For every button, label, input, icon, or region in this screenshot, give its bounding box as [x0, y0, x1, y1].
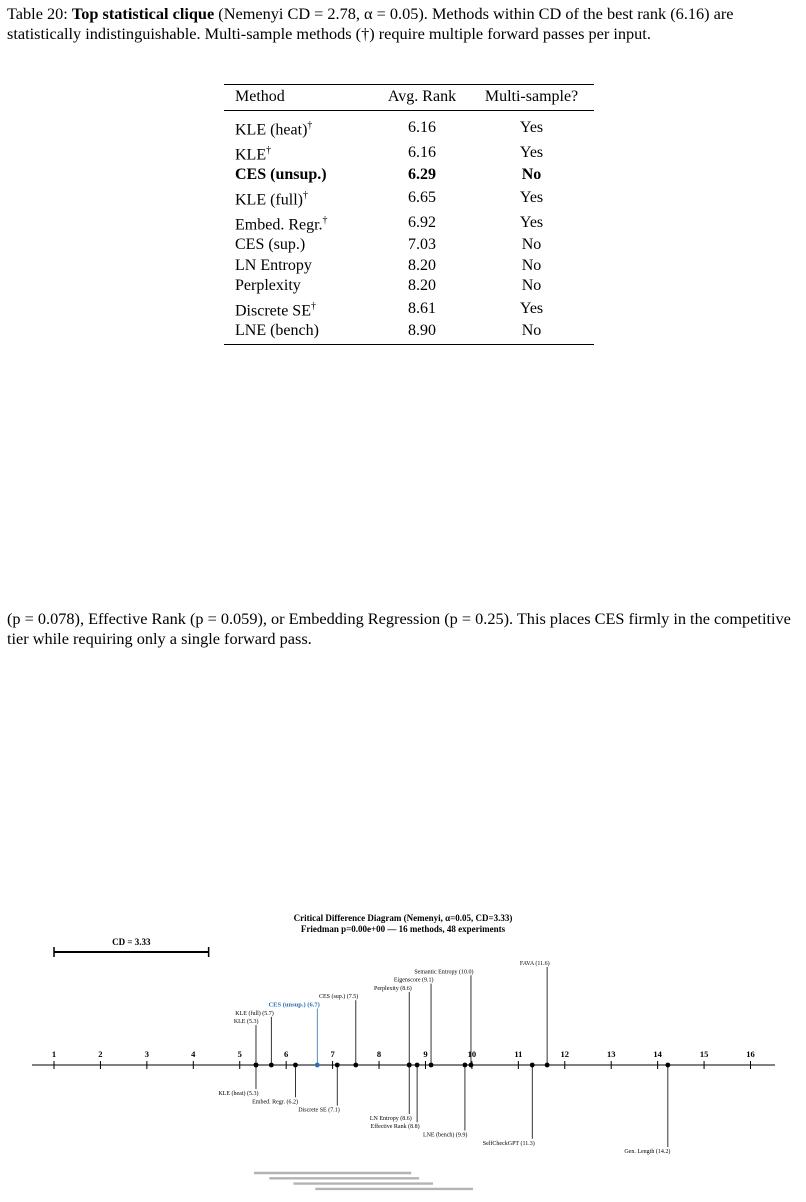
axis-tick-label: 11 — [514, 1049, 523, 1059]
method-label: Embed. Regr. (6.2) — [252, 1099, 298, 1106]
axis-tick-label: 16 — [746, 1049, 755, 1059]
method-cell — [224, 297, 375, 322]
axis-tick-label: 8 — [376, 1049, 382, 1059]
axis-tick-label: 13 — [606, 1049, 616, 1059]
method-point — [463, 1063, 468, 1068]
critical-difference-diagram — [0, 900, 806, 1202]
axis-tick-label: 5 — [237, 1049, 242, 1059]
multi-sample-cell: No — [469, 321, 594, 344]
method-point — [545, 1063, 550, 1068]
method-point — [254, 1063, 259, 1068]
table-row — [224, 235, 594, 255]
table-row — [224, 141, 594, 166]
method-name: LNE (bench) — [235, 322, 319, 340]
method-label: LN Entropy (8.6) — [369, 1115, 412, 1122]
method-point — [469, 1063, 474, 1068]
method-label: Semantic Entropy (10.0) — [414, 969, 474, 976]
multi-sample-cell: No — [521, 256, 542, 274]
method-cell — [224, 276, 375, 296]
method-name: KLE (heat) — [235, 121, 308, 139]
avg-rank-cell: 6.92 — [408, 213, 436, 231]
multi-sample-dagger: † — [310, 300, 316, 312]
method-point — [530, 1063, 535, 1068]
chart-subtitle: Friedman p=0.00e+00 — 16 methods, 48 experiments — [300, 924, 506, 934]
axis-tick-label: 12 — [560, 1049, 570, 1059]
axis-tick-label: 6 — [284, 1049, 289, 1059]
method-cell — [224, 235, 375, 255]
method-label: Effective Rank (8.8) — [370, 1124, 420, 1131]
multi-sample-cell: No — [521, 166, 542, 184]
method-name: KLE — [235, 146, 267, 164]
multi-sample-dagger: † — [322, 214, 328, 226]
axis-tick-label: 9 — [423, 1049, 428, 1059]
method-cell — [224, 256, 375, 276]
table-caption — [7, 4, 803, 43]
multi-sample-cell: Yes — [519, 299, 544, 317]
table-row — [224, 276, 594, 296]
method-cell — [224, 186, 375, 211]
multi-sample-cell: Yes — [519, 143, 544, 161]
multi-sample-cell: Yes — [519, 213, 544, 231]
method-label: LNE (bench) (9.9) — [422, 1132, 468, 1139]
axis-tick-label: 14 — [653, 1049, 662, 1059]
method-label: KLE (full) (5.7) — [235, 1010, 274, 1017]
caption-label: Table 20: — [7, 4, 68, 23]
method-name: KLE (full) — [235, 191, 303, 209]
multi-sample-dagger: † — [266, 144, 272, 156]
method-point — [269, 1063, 274, 1068]
avg-rank-cell: 7.03 — [408, 236, 436, 254]
table-row — [224, 256, 594, 276]
axis-tick-label: 3 — [144, 1049, 149, 1059]
method-label: Discrete SE (7.1) — [298, 1107, 340, 1114]
method-name: Perplexity — [235, 277, 301, 295]
method-point — [665, 1063, 670, 1068]
avg-rank-cell: 6.16 — [408, 143, 436, 161]
body-paragraph: (p = 0.078), Effective Rank (p = 0.059), or Embedding Regression (p = 0.25). This places CES firmly in the competitive tier while requiring only a single forward pass. — [7, 609, 791, 648]
method-cell — [224, 211, 375, 236]
table-header-row — [224, 85, 594, 111]
method-label: CES (unsup.) (6.7) — [268, 1001, 320, 1009]
method-point — [293, 1063, 298, 1068]
method-name: Embed. Regr. — [235, 215, 323, 233]
method-point — [353, 1063, 358, 1068]
method-point — [407, 1063, 412, 1068]
avg-rank-cell: 6.29 — [408, 166, 436, 184]
method-name: CES (sup.) — [235, 236, 306, 254]
multi-sample-dagger: † — [302, 189, 308, 201]
table-body — [224, 111, 594, 345]
method-label: KLE (heat) (5.3) — [218, 1091, 259, 1097]
avg-rank-cell: 8.20 — [408, 277, 436, 295]
multi-sample-cell: Yes — [519, 189, 544, 207]
method-cell — [224, 141, 375, 166]
method-point — [429, 1063, 434, 1068]
table-row — [224, 111, 594, 141]
axis-tick-label: 7 — [330, 1049, 335, 1059]
avg-rank-cell: 8.61 — [408, 299, 436, 317]
method-point — [315, 1063, 320, 1068]
table-row — [224, 297, 594, 322]
method-name: LN Entropy — [235, 256, 312, 274]
method-cell — [224, 165, 375, 185]
method-point — [415, 1063, 420, 1068]
method-label: FAVA (11.6) — [519, 961, 550, 967]
method-point — [335, 1063, 340, 1068]
multi-sample-cell: No — [521, 277, 542, 295]
header-multi-sample: Multi-sample? — [469, 85, 594, 111]
multi-sample-cell: No — [521, 236, 542, 254]
axis-tick-label: 1 — [51, 1049, 57, 1059]
chart-title: Critical Difference Diagram (Nemenyi, α=0.05, CD=3.33) — [293, 913, 513, 923]
method-label: CES (sup.) (7.5) — [318, 994, 359, 1001]
method-cell — [224, 111, 375, 141]
caption-text: (Nemenyi CD = 2.78, α = 0.05). Methods within CD of the best rank (6.16) are statistically indistinguishable. Multi-sample methods (†) require multiple forward passes per input. — [7, 4, 734, 43]
method-label: Eigenscore (9.1) — [393, 977, 434, 984]
axis-tick-label: 2 — [98, 1049, 103, 1059]
axis-tick-label: 15 — [699, 1049, 709, 1059]
clique-table — [224, 84, 594, 345]
avg-rank-cell: 6.16 — [408, 119, 436, 137]
caption-bold-title: Top statistical clique — [71, 4, 215, 23]
table-row — [224, 211, 594, 236]
avg-rank-cell: 8.20 — [408, 256, 436, 274]
avg-rank-cell: 8.90 — [375, 321, 469, 344]
header-avg-rank: Avg. Rank — [375, 85, 469, 111]
table-row — [224, 321, 594, 344]
method-name: CES (unsup.) — [235, 166, 327, 184]
method-label: Gen. Length (14.2) — [624, 1149, 671, 1156]
axis-tick-label: 10 — [467, 1049, 477, 1059]
table-row — [224, 165, 594, 185]
multi-sample-dagger: † — [307, 120, 313, 131]
method-cell — [224, 321, 375, 344]
method-label: Perplexity (8.6) — [374, 985, 412, 992]
cd-label: CD = 3.33 — [112, 937, 151, 947]
method-label: SelfCheckGPT (11.3) — [482, 1140, 535, 1147]
axis-tick-label: 4 — [191, 1049, 196, 1059]
header-method: Method — [224, 85, 375, 111]
table-row — [224, 186, 594, 211]
multi-sample-cell: Yes — [519, 119, 544, 137]
method-name: Discrete SE — [235, 301, 311, 319]
method-label: KLE (5.3) — [233, 1019, 259, 1026]
avg-rank-cell: 6.65 — [408, 189, 436, 207]
